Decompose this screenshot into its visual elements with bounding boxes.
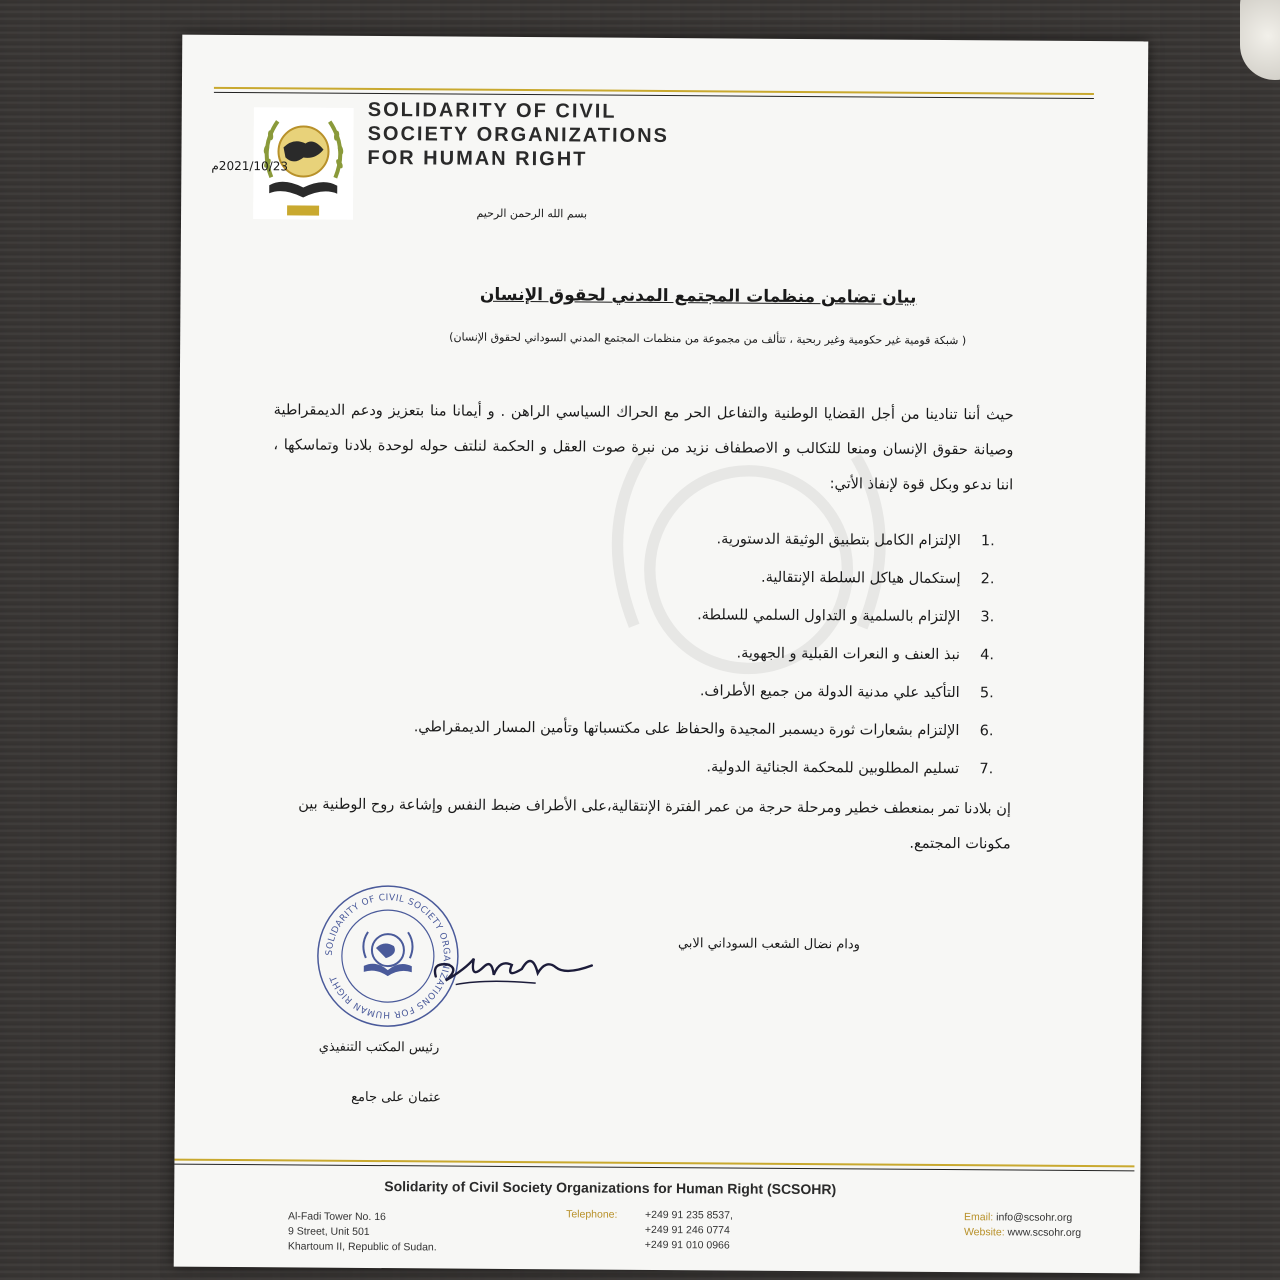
list-item: [414, 632, 994, 674]
signer-title: رئيس المكتب التنفيذي: [318, 1039, 440, 1056]
telephone-numbers: [645, 1208, 733, 1254]
document-title: بيان تضامن منظمات المجتمع المدني لحقوق الإنسان: [479, 284, 917, 308]
address-line: Khartoum II, Republic of Sudan.: [287, 1240, 437, 1254]
footer-telephone: [566, 1207, 733, 1253]
conclusion-paragraph: إن بلادنا تمر بمنعطف خطير ومرحلة حرجة من عمر الفترة الإنتقالية،على الأطراف ضبط النفس وإشاعة روح الوطنية بين مكونات المجتمع.: [298, 796, 1011, 853]
footer-contact: [964, 1210, 1081, 1241]
intro-paragraph: حيث أننا تنادينا من أجل القضايا الوطنية والتفاعل الحر مع الحراك السياسي الراهن . و أيمانا منا بتعزيز ودعم الديمقراطية وصيانة حقوق الإنسان ومنعا للتكالب و الاصطفاف نزيد من نبرة صوت العقل و الحكمة لنلتف حوله لوحدة بلادنا وتماسكها ، اننا ندعو وبكل قوة لإنفاذ الأتي:: [273, 402, 1014, 494]
document-subtitle: ( شبكة قومية غير حكومية وغير ربحية ، تتألف من مجموعة من منظمات المجتمع المدني السوداني لحقوق الإنسان): [449, 330, 967, 348]
list-item-number: .4: [980, 647, 995, 664]
telephone-number: +249 91 246 0774: [644, 1223, 730, 1237]
list-item: [413, 746, 993, 788]
list-item-number: .3: [980, 609, 995, 626]
list-item-number: .2: [980, 571, 995, 588]
footer-address: [288, 1209, 437, 1255]
address-line: Al-Fadi Tower No. 16: [288, 1210, 386, 1224]
footer-organization-name: Solidarity of Civil Society Organizations for Human Right (SCSOHR): [384, 1178, 837, 1198]
organization-name-line: SOCIETY ORGANIZATIONS: [367, 122, 669, 148]
basmala: بسم الله الرحمن الرحيم: [476, 206, 588, 221]
demands-list: [413, 518, 995, 788]
list-item-text: تسليم المطلوبين للمحكمة الجنائية الدولية.: [706, 759, 960, 778]
letter-page: [174, 35, 1149, 1274]
email-label: Email:: [964, 1211, 994, 1224]
signer-name: عثمان على جامع: [351, 1089, 441, 1106]
list-item: [414, 708, 994, 750]
organization-name-line: FOR HUMAN RIGHT: [367, 146, 588, 171]
stamp-text: SOLIDARITY OF CIVIL SOCIETY ORGANIZATIONS FOR HUMAN RIGHT: [324, 893, 451, 1020]
telephone-number: +249 91 235 8537,: [644, 1208, 733, 1222]
organization-name: [367, 98, 669, 172]
organization-name-line: SOLIDARITY OF CIVIL: [367, 98, 617, 123]
list-item-text: الإلتزام بالسلمية و التداول السلمي للسلطة.: [697, 607, 961, 626]
email-value: info@scsohr.org: [996, 1211, 1073, 1224]
list-item-text: إستكمال هياكل السلطة الإنتقالية.: [760, 569, 961, 588]
list-item: [414, 594, 994, 636]
list-item-text: الإلتزام الكامل بتطبيق الوثيقة الدستورية.: [716, 531, 961, 550]
address-line: 9 Street, Unit 501: [287, 1225, 370, 1238]
background-object: [1240, 0, 1280, 80]
list-item-text: نبذ العنف و النعرات القبلية و الجهوية.: [736, 645, 961, 664]
list-item: [414, 670, 994, 712]
list-item-number: .6: [979, 723, 994, 740]
list-item-number: .7: [979, 761, 994, 778]
list-item-number: .1: [980, 533, 995, 550]
website-label: Website:: [963, 1226, 1005, 1239]
list-item: [415, 556, 995, 598]
list-item-text: الإلتزام بشعارات ثورة ديسمبر المجيدة والحفاظ على مكتسباتها وتأمين المسار الديمقراطي.: [413, 719, 960, 740]
document-date: 2021/10/23م: [211, 158, 289, 174]
signature-icon: [426, 928, 596, 999]
list-item: [415, 518, 995, 560]
list-item-text: التأكيد علي مدنية الدولة من جميع الأطراف.: [699, 683, 960, 702]
telephone-number: +249 91 010 0966: [644, 1238, 730, 1252]
website-value: www.scsohr.org: [1007, 1226, 1082, 1239]
telephone-label: Telephone:: [566, 1208, 618, 1221]
closing-line: ودام نضال الشعب السوداني الابي: [677, 936, 861, 953]
list-item-number: .5: [979, 685, 994, 702]
